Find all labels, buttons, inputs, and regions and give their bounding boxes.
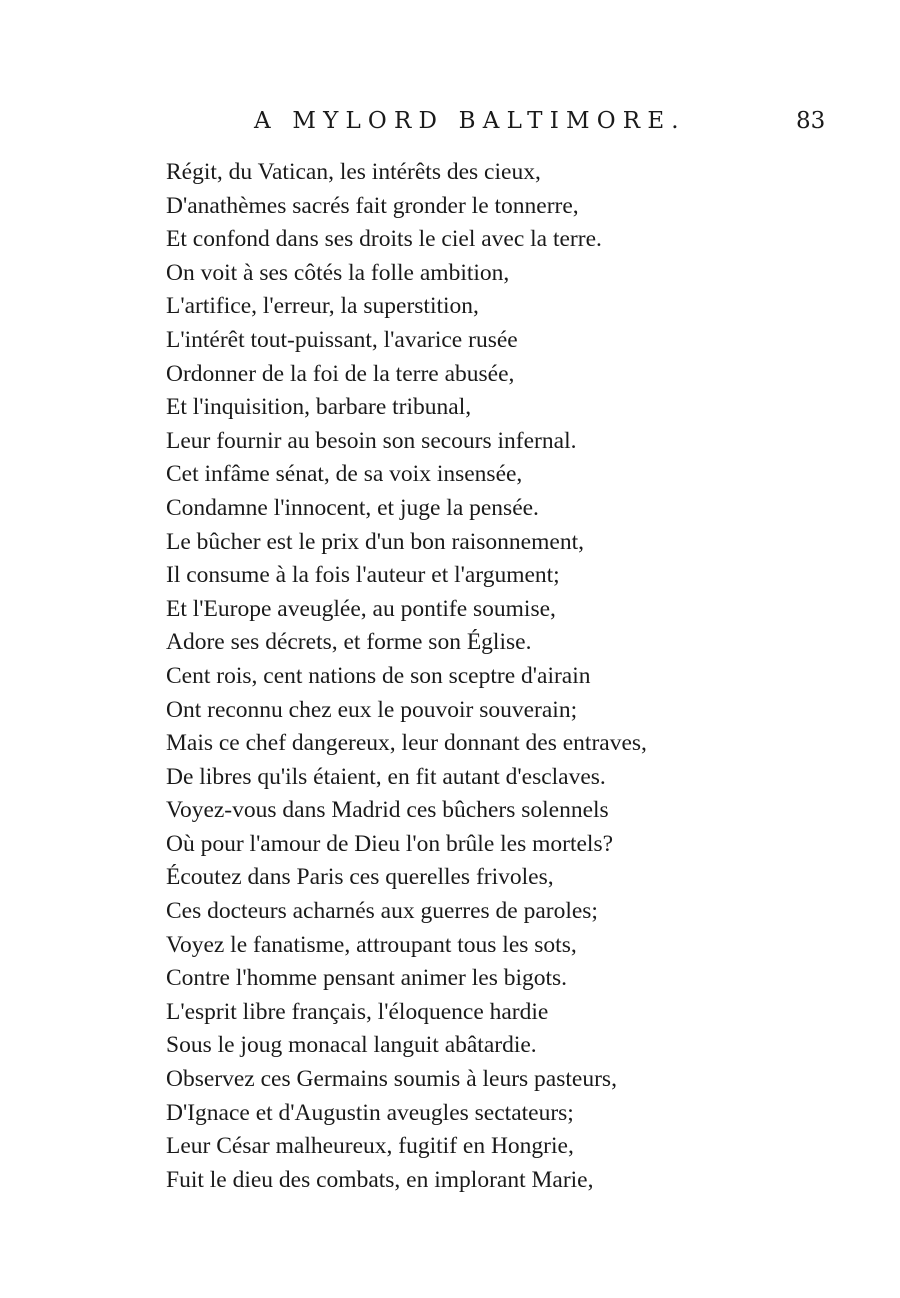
verse-line: Adore ses décrets, et forme son Église. [166, 629, 532, 656]
verse-line: Ont reconnu chez eux le pouvoir souverain; [166, 696, 578, 723]
verse-line: Voyez le fanatisme, attroupant tous les sots, [166, 931, 577, 958]
verse-line: Cet infâme sénat, de sa voix insensée, [166, 461, 523, 488]
verse-line: D'Ignace et d'Augustin aveugles sectateurs; [166, 1099, 574, 1126]
verse-line: L'intérêt tout-puissant, l'avarice rusée [166, 326, 518, 353]
verse-line: L'esprit libre français, l'éloquence hardie [166, 998, 549, 1025]
verse-line: Observez ces Germains soumis à leurs pasteurs, [166, 1066, 617, 1093]
verse-line: Fuit le dieu des combats, en implorant Marie, [166, 1166, 594, 1193]
verse-line: D'anathèmes sacrés fait gronder le tonnerre, [166, 192, 579, 219]
verse-line: Contre l'homme pensant animer les bigots. [166, 965, 568, 992]
verse-line: Et l'Europe aveuglée, au pontife soumise, [166, 595, 556, 622]
verse-line: Mais ce chef dangereux, leur donnant des entraves, [166, 730, 647, 757]
page-number: 83 [796, 108, 826, 134]
verse-line: Et confond dans ses droits le ciel avec la terre. [166, 226, 602, 253]
verse-line: On voit à ses côtés la folle ambition, [166, 259, 510, 286]
verse-line: Et l'inquisition, barbare tribunal, [166, 394, 472, 421]
verse-line: Le bûcher est le prix d'un bon raisonnement, [166, 528, 584, 555]
verse-line: Régit, du Vatican, les intérêts des cieux, [166, 159, 541, 185]
verse-line: Écoutez dans Paris ces querelles frivoles, [166, 864, 554, 891]
verse-line: L'artifice, l'erreur, la superstition, [166, 293, 479, 320]
verse-line: Où pour l'amour de Dieu l'on brûle les mortels? [166, 830, 614, 857]
verse-line: Condamne l'innocent, et juge la pensée. [166, 494, 539, 521]
verse-line: De libres qu'ils étaient, en fit autant d'esclaves. [166, 763, 606, 790]
verse-line: Sous le joug monacal languit abâtardie. [166, 1032, 537, 1059]
verse-body [166, 156, 866, 1197]
verse-line: Ordonner de la foi de la terre abusée, [166, 360, 515, 387]
running-title: A MYLORD BALTIMORE. [254, 108, 686, 134]
verse-line: Il consume à la fois l'auteur et l'argument; [166, 562, 560, 589]
verse-line: Leur César malheureux, fugitif en Hongrie, [166, 1133, 574, 1160]
verse-line: Cent rois, cent nations de son sceptre d'airain [166, 662, 591, 689]
verse-line: Voyez-vous dans Madrid ces bûchers solennels [166, 797, 609, 824]
verse-line: Leur fournir au besoin son secours infernal. [166, 427, 577, 454]
running-head [0, 108, 900, 144]
verse-line: Ces docteurs acharnés aux guerres de paroles; [166, 898, 598, 925]
